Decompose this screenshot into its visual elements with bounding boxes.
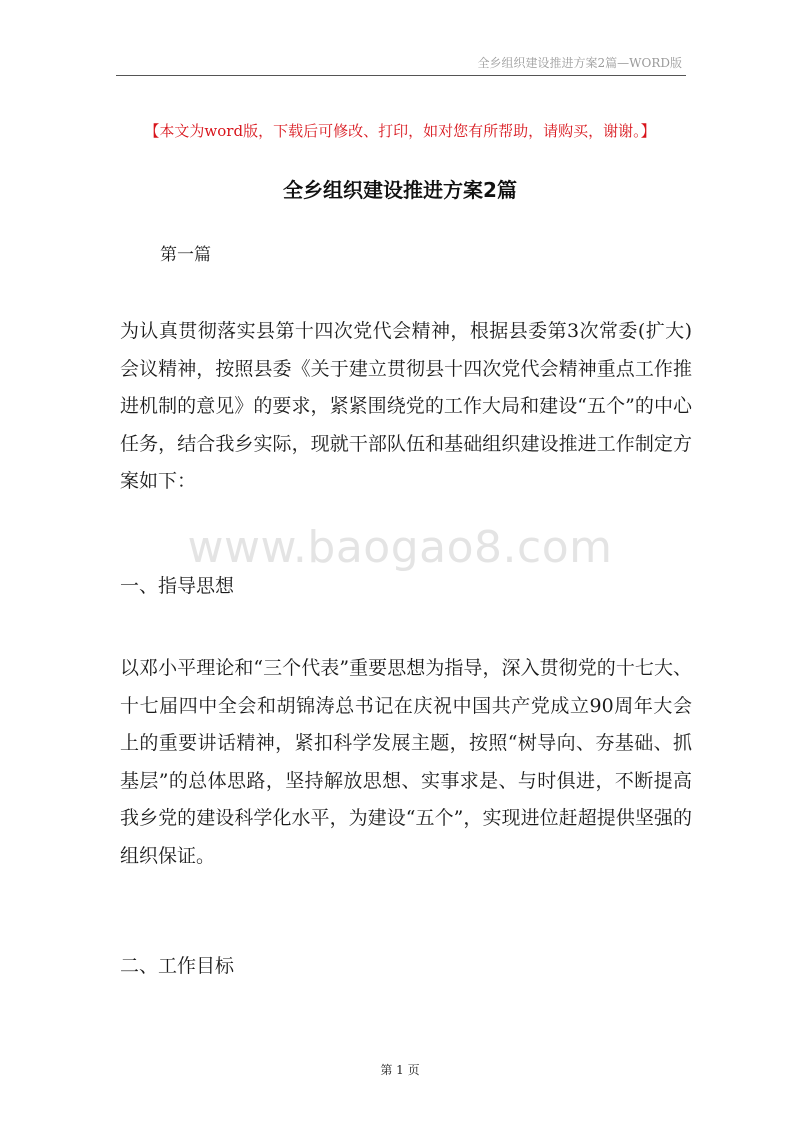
download-notice: 【本文为word版，下载后可修改、打印，如对您有所帮助，请购买，谢谢。】 (144, 122, 656, 140)
paragraph-intro: 为认真贯彻落实县第十四次党代会精神，根据县委第3次常委(扩大)会议精神，按照县委《关于建立贯彻县十四次党代会精神重点工作推进机制的意见》的要求，紧紧围绕党的工作大局和建设“五个”的中心任务，结合我乡实际，现就干部队伍和基础组织建设推进工作制定方案如下： (120, 320, 692, 492)
page-number: 第 1 页 (380, 1063, 420, 1077)
watermark: www.baogao8.com (187, 522, 613, 573)
paragraph-guiding-ideology: 以邓小平理论和“三个代表”重要思想为指导，深入贯彻党的十七大、十七届四中全会和胡锦涛总书记在庆祝中国共产党成立90周年大会上的重要讲话精神，紧扣科学发展主题，按照“树导向、夯基础、抓基层”的总体思路，坚持解放思想、实事求是、与时俱进，不断提高我乡党的建设科学化水平，为建设“五个”，实现进位赶超提供坚强的组织保证。 (120, 657, 692, 867)
header-divider (116, 75, 686, 76)
document-title: 全乡组织建设推进方案2篇 (283, 178, 517, 202)
section-label: 第一篇 (160, 245, 211, 265)
page-header-text: 全乡组织建设推进方案2篇—WORD版 (477, 56, 682, 70)
heading-guiding-ideology: 一、指导思想 (120, 575, 235, 597)
heading-work-goals: 二、工作目标 (120, 955, 235, 977)
